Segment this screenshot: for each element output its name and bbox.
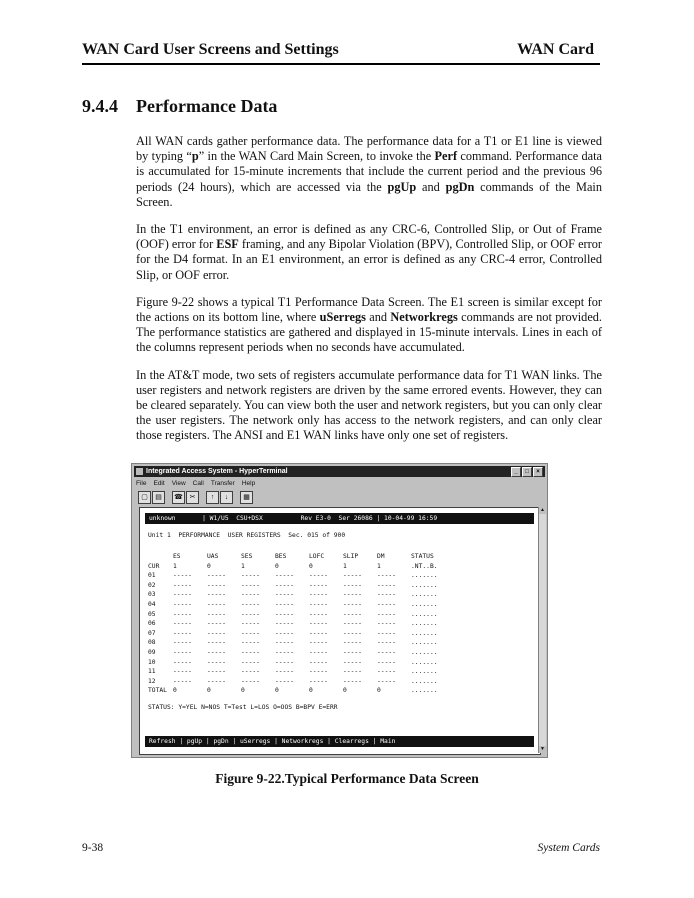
table-cell: ----- (343, 600, 362, 608)
table-cell: ----- (343, 677, 362, 685)
table-cell: 0 (241, 687, 245, 695)
status-legend: STATUS: Y=YEL N=NOS T=Test L=LOS O=OOS B=BPV E=ERR (148, 704, 338, 711)
table-cell: ----- (241, 610, 260, 618)
table-row (148, 629, 451, 639)
table-cell: 0 (275, 687, 279, 695)
table-cell: ----- (241, 572, 260, 580)
table-cell: ----- (343, 629, 362, 637)
table-cell: ----- (377, 658, 396, 666)
vertical-scrollbar[interactable] (538, 507, 546, 753)
table-cell: 0 (173, 687, 177, 695)
table-cell: ----- (309, 600, 328, 608)
row-label: 11 (148, 668, 156, 676)
column-header: STATUS (411, 553, 434, 560)
table-row (148, 571, 451, 581)
scroll-down-icon[interactable]: ▼ (540, 747, 545, 752)
row-label: 03 (148, 591, 156, 599)
table-cell: ----- (241, 629, 260, 637)
paragraph-1: All WAN cards gather performance data. The performance data for a T1 or E1 line is viewed by typing “p” in the WAN Card Main Screen, to invoke the Perf command. Performance data is accumulated for 15-minute increments that include the current period and the previous 96 periods (24 hours), which are accessed via the pgUp and pgDn commands of the Main Screen. (136, 134, 602, 209)
section-number: 9.4.4 (82, 96, 118, 116)
table-cell: ----- (173, 620, 192, 628)
table-cell: ----- (173, 600, 192, 608)
table-cell: ----- (275, 677, 294, 685)
paragraph-2: In the T1 environment, an error is defined as any CRC-6, Controlled Slip, or Out of Frame (OOF) error for ESF framing, and any Bipolar Violation (BPV), Controlled Slip, or OOF error for the D4 format. In an E1 environment, an error is defined as any CRC-4 error, Controlled Slip, or OOF error. (136, 222, 602, 282)
table-cell: ----- (377, 581, 396, 589)
table-cell: 1 (377, 562, 381, 570)
table-cell: ....... (411, 677, 438, 685)
section-title: Performance Data (136, 96, 278, 116)
column-header: UAS (207, 553, 219, 560)
table-cell: ----- (343, 610, 362, 618)
table-cell: .NT..B. (411, 562, 438, 570)
table-cell: ----- (275, 581, 294, 589)
toolbar (138, 491, 254, 505)
table-cell: ----- (207, 572, 226, 580)
table-cell: ----- (173, 648, 192, 656)
menu-call[interactable]: Call (192, 480, 204, 487)
row-label: CUR (148, 562, 160, 570)
properties-icon[interactable]: ▦ (240, 491, 253, 504)
table-cell: ----- (343, 620, 362, 628)
table-cell: ----- (343, 591, 362, 599)
table-cell: ----- (343, 572, 362, 580)
row-label: 07 (148, 629, 156, 637)
table-cell: 1 (241, 562, 245, 570)
table-cell: ....... (411, 620, 438, 628)
paragraph-4: In the AT&T mode, two sets of registers accumulate performance data for T1 WAN links. The user registers and network registers are driven by the same errored events. However, they can be cleared separately. You can view both the user and network registers, but you can only clear the user registers. The network only has access to the network registers, and can only clear those registers. The ANSI and E1 WAN links have only one set of registers. (136, 367, 602, 443)
table-cell: ----- (173, 572, 192, 580)
table-cell: ----- (343, 658, 362, 666)
maximize-button[interactable]: □ (522, 467, 532, 477)
table-cell: ....... (411, 629, 438, 637)
table-cell: 0 (207, 687, 211, 695)
receive-icon[interactable]: ↓ (220, 491, 233, 504)
table-cell: ----- (241, 639, 260, 647)
table-cell: ----- (207, 581, 226, 589)
menu-view[interactable]: View (171, 480, 186, 487)
table-cell: ----- (241, 677, 260, 685)
scroll-up-icon[interactable]: ▲ (540, 508, 545, 513)
column-header: LOFC (309, 553, 325, 560)
table-cell: ----- (241, 668, 260, 676)
header-right-title: WAN Card (517, 41, 594, 58)
table-cell: ----- (309, 668, 328, 676)
header-left-title: WAN Card User Screens and Settings (82, 41, 339, 58)
row-label: 06 (148, 620, 156, 628)
window-title: Integrated Access System - HyperTerminal (146, 468, 288, 475)
table-cell: ----- (207, 658, 226, 666)
hyperterminal-window (131, 463, 548, 758)
table-cell: ----- (377, 668, 396, 676)
table-cell: ----- (275, 572, 294, 580)
column-header: SLIP (343, 553, 359, 560)
table-cell: 0 (207, 562, 211, 570)
row-label: 04 (148, 600, 156, 608)
menu-help[interactable]: Help (241, 480, 256, 487)
table-cell: ----- (309, 639, 328, 647)
table-cell: ----- (173, 591, 192, 599)
table-cell: ----- (275, 658, 294, 666)
row-label: 12 (148, 677, 156, 685)
figure-caption: Figure 9-22.Typical Performance Data Screen (215, 771, 479, 786)
table-cell: ....... (411, 639, 438, 647)
table-cell: ----- (377, 600, 396, 608)
table-cell: ----- (207, 591, 226, 599)
table-row (148, 648, 451, 658)
column-header: ES (173, 553, 181, 560)
table-cell: ----- (207, 648, 226, 656)
table-cell: ....... (411, 591, 438, 599)
footer-section: System Cards (537, 842, 600, 854)
table-row (148, 638, 451, 648)
row-label: 02 (148, 581, 156, 589)
table-row (148, 600, 451, 610)
row-label: 08 (148, 639, 156, 647)
new-icon[interactable]: ▢ (138, 491, 151, 504)
table-cell: ----- (241, 658, 260, 666)
table-cell: ----- (343, 581, 362, 589)
table-cell: ....... (411, 648, 438, 656)
table-cell: ----- (173, 610, 192, 618)
table-row (148, 590, 451, 600)
table-cell: ----- (173, 677, 192, 685)
table-cell: 1 (173, 562, 177, 570)
table-cell: ----- (377, 629, 396, 637)
table-row (148, 562, 451, 572)
terminal-heading: Unit 1 PERFORMANCE USER REGISTERS Sec. 015 of 900 (148, 532, 346, 539)
table-cell: ----- (377, 639, 396, 647)
table-cell: ....... (411, 600, 438, 608)
table-cell: ----- (173, 581, 192, 589)
table-cell: 0 (343, 687, 347, 695)
table-cell: ----- (207, 639, 226, 647)
close-button[interactable]: × (533, 467, 543, 477)
table-row (148, 677, 451, 687)
column-header: BES (275, 553, 287, 560)
table-cell: ----- (343, 648, 362, 656)
table-cell: 0 (309, 562, 313, 570)
table-cell: ----- (241, 620, 260, 628)
app-icon (136, 468, 143, 475)
table-cell: 0 (309, 687, 313, 695)
table-cell: ----- (275, 629, 294, 637)
table-cell: ----- (377, 648, 396, 656)
table-cell: ----- (275, 639, 294, 647)
table-cell: ----- (173, 658, 192, 666)
table-cell: ----- (207, 629, 226, 637)
table-cell: ----- (275, 610, 294, 618)
row-label: 01 (148, 572, 156, 580)
table-cell: 0 (275, 562, 279, 570)
table-cell: ----- (173, 629, 192, 637)
menu-bar (136, 479, 262, 489)
command-bar[interactable]: Refresh | pgUp | pgDn | uSerregs | Networkregs | Clearregs | Main (145, 736, 534, 747)
menu-transfer[interactable]: Transfer (210, 480, 235, 487)
call-icon[interactable]: ☎ (172, 491, 185, 504)
table-cell: ----- (275, 668, 294, 676)
table-cell: ----- (309, 648, 328, 656)
table-cell: ----- (309, 677, 328, 685)
table-cell: ----- (309, 620, 328, 628)
table-cell: ....... (411, 581, 438, 589)
table-cell: ----- (207, 668, 226, 676)
window-titlebar[interactable] (134, 466, 545, 477)
table-cell: ----- (343, 668, 362, 676)
table-cell: ----- (207, 620, 226, 628)
section-heading (82, 96, 277, 117)
terminal-screen[interactable] (139, 507, 541, 755)
table-cell: ....... (411, 610, 438, 618)
menu-file[interactable]: File (136, 480, 147, 487)
table-cell: ----- (377, 677, 396, 685)
table-cell: ----- (377, 610, 396, 618)
disconnect-icon[interactable]: ✂ (186, 491, 199, 504)
table-cell: ----- (309, 629, 328, 637)
menu-edit[interactable]: Edit (153, 480, 165, 487)
table-cell: 0 (377, 687, 381, 695)
table-cell: ----- (275, 591, 294, 599)
row-label: 09 (148, 648, 156, 656)
send-icon[interactable]: ↑ (206, 491, 219, 504)
table-cell: ----- (377, 591, 396, 599)
table-cell: ----- (241, 581, 260, 589)
table-cell: ....... (411, 687, 438, 695)
column-header: SES (241, 553, 253, 560)
table-row (148, 667, 451, 677)
table-cell: ----- (173, 668, 192, 676)
table-cell: ----- (377, 572, 396, 580)
table-cell: ----- (309, 572, 328, 580)
row-label: TOTAL (148, 687, 167, 695)
page-header (82, 41, 600, 65)
body-text (136, 134, 602, 456)
table-cell: ....... (411, 658, 438, 666)
row-label: 05 (148, 610, 156, 618)
table-cell: ----- (275, 620, 294, 628)
table-cell: ----- (241, 600, 260, 608)
table-cell: ----- (343, 639, 362, 647)
table-cell: 1 (343, 562, 347, 570)
table-row (148, 658, 451, 668)
open-icon[interactable]: ▤ (152, 491, 165, 504)
table-cell: ----- (241, 591, 260, 599)
table-cell: ----- (241, 648, 260, 656)
table-cell: ----- (207, 610, 226, 618)
table-cell: ----- (377, 620, 396, 628)
table-row (148, 610, 451, 620)
terminal-top-bar: unknown | W1/U5 CSU+DSX Rev E3-0 Ser 26086 | 10-04-99 16:59 (145, 513, 534, 524)
table-cell: ----- (207, 677, 226, 685)
table-cell: ----- (309, 581, 328, 589)
paragraph-3: Figure 9-22 shows a typical T1 Performance Data Screen. The E1 screen is similar except for the actions on its bottom line, where uSerregs and Networkregs commands are not provided. The performance statistics are gathered and displayed in 15-minute intervals. Lines in each of the columns represent periods when no seconds have accumulated. (136, 294, 602, 355)
table-cell: ----- (309, 658, 328, 666)
table-row (148, 686, 451, 696)
performance-table (148, 552, 451, 696)
table-cell: ----- (309, 610, 328, 618)
table-row (148, 581, 451, 591)
table-cell: ----- (173, 639, 192, 647)
page-number: 9-38 (82, 842, 104, 854)
table-cell: ----- (309, 591, 328, 599)
table-row (148, 619, 451, 629)
table-cell: ----- (207, 600, 226, 608)
table-cell: ....... (411, 572, 438, 580)
minimize-button[interactable]: _ (511, 467, 521, 477)
row-label: 10 (148, 658, 156, 666)
table-cell: ....... (411, 668, 438, 676)
table-cell: ----- (275, 648, 294, 656)
column-header: DM (377, 553, 385, 560)
table-cell: ----- (275, 600, 294, 608)
table-header-row (148, 552, 451, 562)
